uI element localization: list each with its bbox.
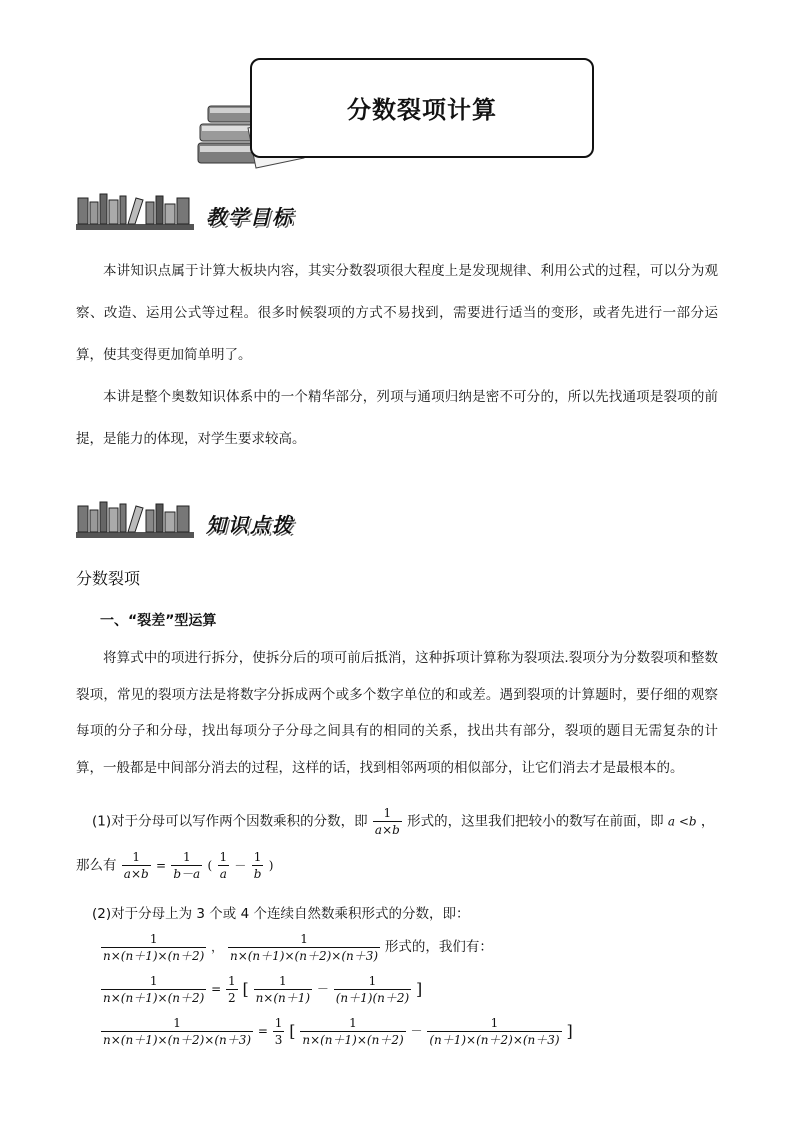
right-paren: ) [268,858,274,873]
left-bracket: [ [289,1021,296,1041]
minus-sign: － [316,982,329,996]
equals-sign: = [155,858,167,873]
fraction-1-over-a [217,850,229,881]
fraction-denominator: a×b [374,823,400,837]
fraction-denominator: b－a [173,867,201,881]
item1-condition: a <b [667,814,697,829]
fraction-numerator: 1 [368,974,377,988]
fraction-third [273,1016,285,1047]
fraction-numerator: 1 [228,974,236,988]
fraction-numerator: 1 [490,1016,499,1030]
knowledge-paragraph: 将算式中的项进行拆分，使拆分后的项可前后抵消，这种拆项计算称为裂项法.裂项分为分数裂项和整数裂项，常见的裂项方法是将数字分拆成两个或多个数字单位的和或差。遇到裂项的计算题时，要仔细的观察每项的分子和分母，找出每项分子分母之间具有的相同的关系，找出共有部分，裂项的题目无需复杂的计算，一般都是中间部分消去的过程，这样的话，找到相邻两项的相似部分，让它们消去才是最根本的。 [76,650,718,776]
item1-line [92,806,714,837]
fraction-numerator: 1 [149,932,158,946]
fraction-denominator: n×(n＋1)×(n＋2)×(n＋3) [103,1033,252,1047]
fraction-numerator: 1 [349,1016,357,1030]
fraction-lhs [122,850,151,881]
fraction-denominator: a [219,867,227,881]
identity-three-terms [100,974,422,1005]
item1-text-c: 那么有 [76,857,117,874]
fraction-1-over-d4 [228,932,380,963]
knowledge-subheading: 一、“裂差”型运算 [100,613,217,629]
fraction-denominator: n×(n＋1) [255,991,311,1005]
minus-sign: － [410,1024,423,1038]
fraction-denominator: 2 [228,991,236,1005]
item1-text-b: 形式的，这里我们把较小的数写在前面，即 [407,813,664,830]
fraction-denominator: n×(n＋1)×(n＋2) [103,991,205,1005]
fraction-term-b [334,974,411,1005]
fraction-denominator: (n＋1)(n＋2) [335,991,410,1005]
fraction-term-a [300,1016,405,1047]
item1-comma: ， [700,813,715,830]
fraction-coef [171,850,202,881]
section-banner-books-icon [76,192,194,232]
minus-sign: － [234,858,247,873]
equals-sign: = [211,982,222,996]
fraction-denominator: n×(n＋1)×(n＋2) [302,1033,404,1047]
fraction-numerator: 1 [383,806,392,820]
fraction-numerator: 1 [132,850,141,864]
section-title-knowledge: 知识点拨 [206,513,294,537]
fraction-numerator: 1 [279,974,287,988]
page-title: 分数裂项计算 [347,96,497,124]
right-bracket: ] [566,1021,573,1041]
fraction-lhs [101,1016,253,1047]
goals-paragraph-1: 本讲知识点属于计算大板块内容，其实分数裂项很大程度上是发现规律、利用公式的过程，可以分为观察、改造、运用公式等过程。很多时候裂项的方式不易找到，需要进行适当的变形，或者先进行一部分运算，使其变得更加简单明了。 [76,263,718,363]
fraction-term-a [254,974,313,1005]
fraction-numerator: 1 [253,850,262,864]
fraction-denominator: (n＋1)×(n＋2)×(n＋3) [429,1033,560,1047]
fraction-numerator: 1 [149,974,158,988]
fraction-denominator: n×(n＋1)×(n＋2)×(n＋3) [229,949,379,963]
item2-text: (2)对于分母上为 3 个或 4 个连续自然数乘积形式的分数，即： [92,906,470,922]
fraction-1-over-d3 [101,932,206,963]
equals-sign: = [257,1024,268,1038]
goals-paragraph-2: 本讲是整个奥数知识体系中的一个精华部分，列项与通项归纳是密不可分的，所以先找通项是裂项的前提，是能力的体现，对学生要求较高。 [76,389,718,447]
fraction-1-over-axb [373,806,402,837]
fraction-term-b [427,1016,561,1047]
fraction-numerator: 1 [173,1016,181,1030]
fraction-numerator: 1 [274,1016,283,1030]
fraction-numerator: 1 [182,850,191,864]
fraction-denominator: a×b [123,867,149,881]
right-bracket: ] [416,979,423,999]
fraction-half [226,974,238,1005]
left-bracket: [ [242,979,249,999]
knowledge-heading: 分数裂项 [76,569,141,588]
section-title-goals: 教学目标 [206,205,294,229]
fraction-lhs [101,974,206,1005]
item1-formula-line [76,850,273,881]
left-paren: ( [207,858,213,873]
title-box [250,58,594,158]
fraction-numerator: 1 [300,932,308,946]
section-banner-books-icon-2 [76,500,194,540]
fraction-denominator: b [253,867,262,881]
item1-text-a: (1)对于分母可以写作两个因数乘积的分数，即 [92,813,368,830]
comma: ， [211,940,224,954]
item2-forms-line [100,932,493,963]
fraction-denominator: n×(n＋1)×(n＋2) [103,949,205,963]
item2-tail-text: 形式的，我们有： [384,939,493,955]
fraction-1-over-b [252,850,264,881]
fraction-denominator: 3 [274,1033,283,1047]
fraction-numerator: 1 [219,850,228,864]
identity-four-terms [100,1016,573,1047]
